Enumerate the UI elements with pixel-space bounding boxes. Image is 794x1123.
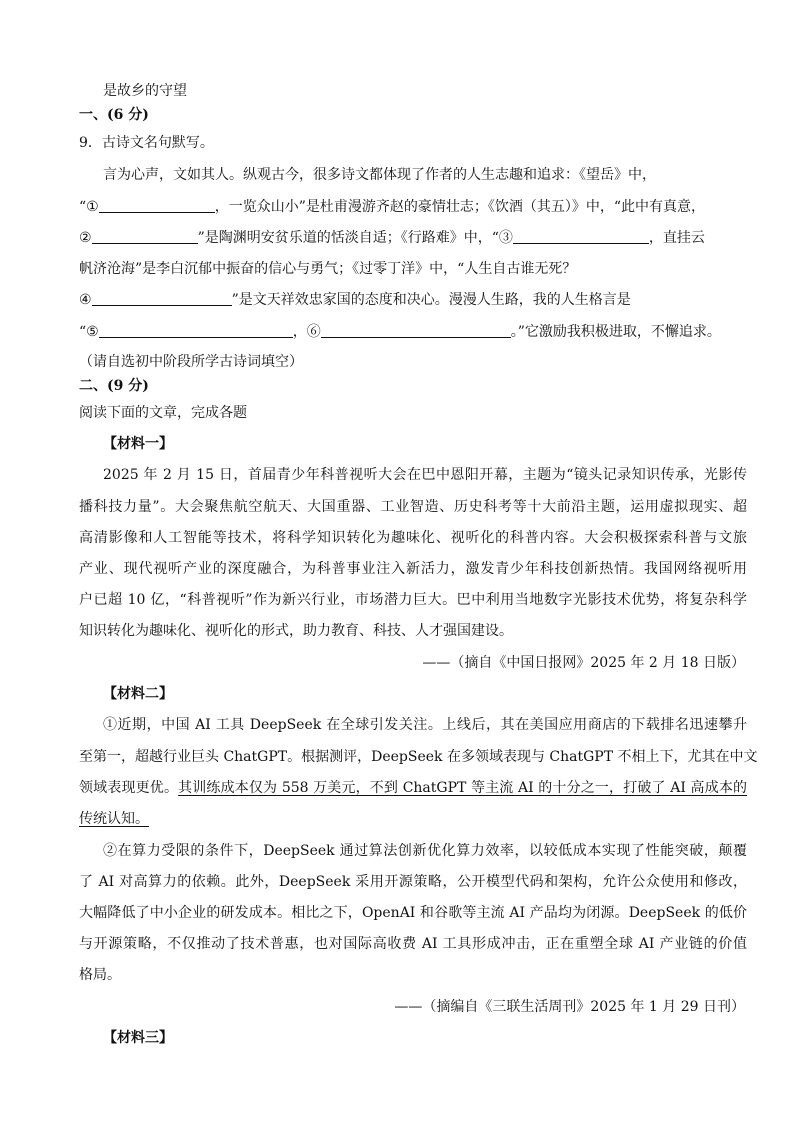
text-line-underlined — [79, 779, 747, 797]
source-citation-one: ——（摘自《中国日报网》2025 年 2 月 18 日版） — [422, 655, 745, 671]
text-segment: ”是陶渊明安贫乐道的恬淡自适；《行路难》中，“③ — [197, 230, 513, 246]
text-segment: 领域表现更优。 — [79, 780, 179, 796]
text-line: 大幅降低了中小企业的研发成本。相比之下，OpenAI 和谷歌等主流 AI 产品均为闭源。DeepSeek 的低价 — [79, 905, 747, 921]
text-line: 产业、现代视听产业的深度融合，为科普事业注入新活力，激发青少年科技创新热情。我国网络视听用 — [79, 561, 747, 577]
blank-label-2: ② — [79, 230, 92, 246]
text-segment: ，一览众山小”是杜甫漫游齐赵的豪情壮志；《饮酒（其五）》中，“此中有真意， — [214, 199, 706, 215]
source-citation-two: ——（摘编自《三联生活周刊》2025 年 1 月 29 日刊） — [394, 999, 745, 1015]
text-line: ②在算力受限的条件下，DeepSeek 通过算法创新优化算力效率，以较低成本实现了性能突破，颠覆 — [103, 843, 747, 859]
blank-label-1: “① — [79, 199, 99, 215]
text-line: 与开源策略，不仅推动了技术普惠，也对国际高收费 AI 工具形成冲击，正在重塑全球 AI 产业链的价值 — [79, 936, 747, 952]
instruction-line: 阅读下面的文章，完成各题 — [79, 405, 247, 421]
material-one-heading: 【材料一】 — [103, 436, 173, 452]
answer-blank-4[interactable] — [92, 290, 232, 306]
question-9-title: 9．古诗文名句默写。 — [79, 135, 214, 151]
answer-blank-6[interactable] — [321, 322, 511, 338]
section-heading-one: 一、(6 分) — [79, 107, 149, 123]
fill-line-3 — [79, 290, 747, 309]
answer-blank-2[interactable] — [92, 228, 198, 244]
fill-line-2 — [79, 228, 747, 247]
text-line: 格局。 — [79, 967, 121, 983]
text-line: 高清影像和人工智能等技术，将科学知识转化为趣味化、视听化的科普内容。大会积极探索科普与文旅 — [79, 530, 747, 546]
text-line-underlined — [79, 810, 747, 828]
material-two-heading: 【材料二】 — [103, 686, 173, 702]
text-line: 户已超 10 亿，“科普视听”作为新兴行业，市场潜力巨大。巴中利用当地数字光影技术优势，将复杂科学 — [79, 592, 747, 608]
text-segment: ”是文天祥效忠家国的态度和决心。漫漫人生路，我的人生格言是 — [231, 292, 631, 308]
text-segment: ，直挂云 — [648, 230, 705, 246]
text-segment: 。”它激励我积极进取，不懈追求。 — [510, 324, 721, 340]
text-line: 播科技力量”。大会聚焦航空航天、大国重器、工业智造、历史科考等十大前沿主题，运用虚拟现实、超 — [79, 499, 747, 515]
text-line: 是故乡的守望 — [103, 83, 187, 99]
fill-line-4 — [79, 322, 747, 341]
underlined-sentence-end: 传统认知。 — [79, 811, 149, 827]
blank-label-6: ，⑥ — [292, 324, 321, 340]
blank-label-5: “⑤ — [79, 324, 99, 340]
underlined-sentence: 其训练成本仅为 558 万美元，不到 ChatGPT 等主流 AI 的十分之一，打破了 AI 高成本的 — [178, 780, 748, 796]
text-line: 至第一，超越行业巨头 ChatGPT。根据测评，DeepSeek 在多领域表现与 ChatGPT 不相上下，尤其在中文 — [79, 749, 758, 765]
section-heading-two: 二、(9 分) — [79, 378, 149, 394]
material-three-heading: 【材料三】 — [103, 1030, 173, 1046]
instruction-note: （请自选初中阶段所学古诗词填空） — [79, 354, 303, 370]
text-line: 言为心声，文如其人。纵观古今，很多诗文都体现了作者的人生志趣和追求：《望岳》中， — [103, 167, 656, 183]
answer-blank-1[interactable] — [99, 197, 215, 213]
answer-blank-3[interactable] — [513, 228, 649, 244]
text-line: 知识转化为趣味化、视听化的形式，助力教育、科技、人才强国建设。 — [79, 623, 513, 639]
text-line: 帆济沧海”是李白沉郁中振奋的信心与勇气；《过零丁洋》中，“人生自古谁无死？ — [79, 261, 577, 277]
answer-blank-5[interactable] — [99, 322, 293, 338]
text-line: ①近期，中国 AI 工具 DeepSeek 在全球引发关注。上线后，其在美国应用商店的下载排名迅速攀升 — [103, 717, 747, 733]
text-line: 了 AI 对高算力的依赖。此外，DeepSeek 采用开源策略，公开模型代码和架构，允许公众使用和修改， — [79, 874, 747, 890]
fill-line-1 — [79, 197, 747, 216]
text-line: 2025 年 2 月 15 日，首届青少年科普视听大会在巴中恩阳开幕，主题为“镜头记录知识传承，光影传 — [103, 467, 747, 483]
blank-label-4: ④ — [79, 292, 92, 308]
